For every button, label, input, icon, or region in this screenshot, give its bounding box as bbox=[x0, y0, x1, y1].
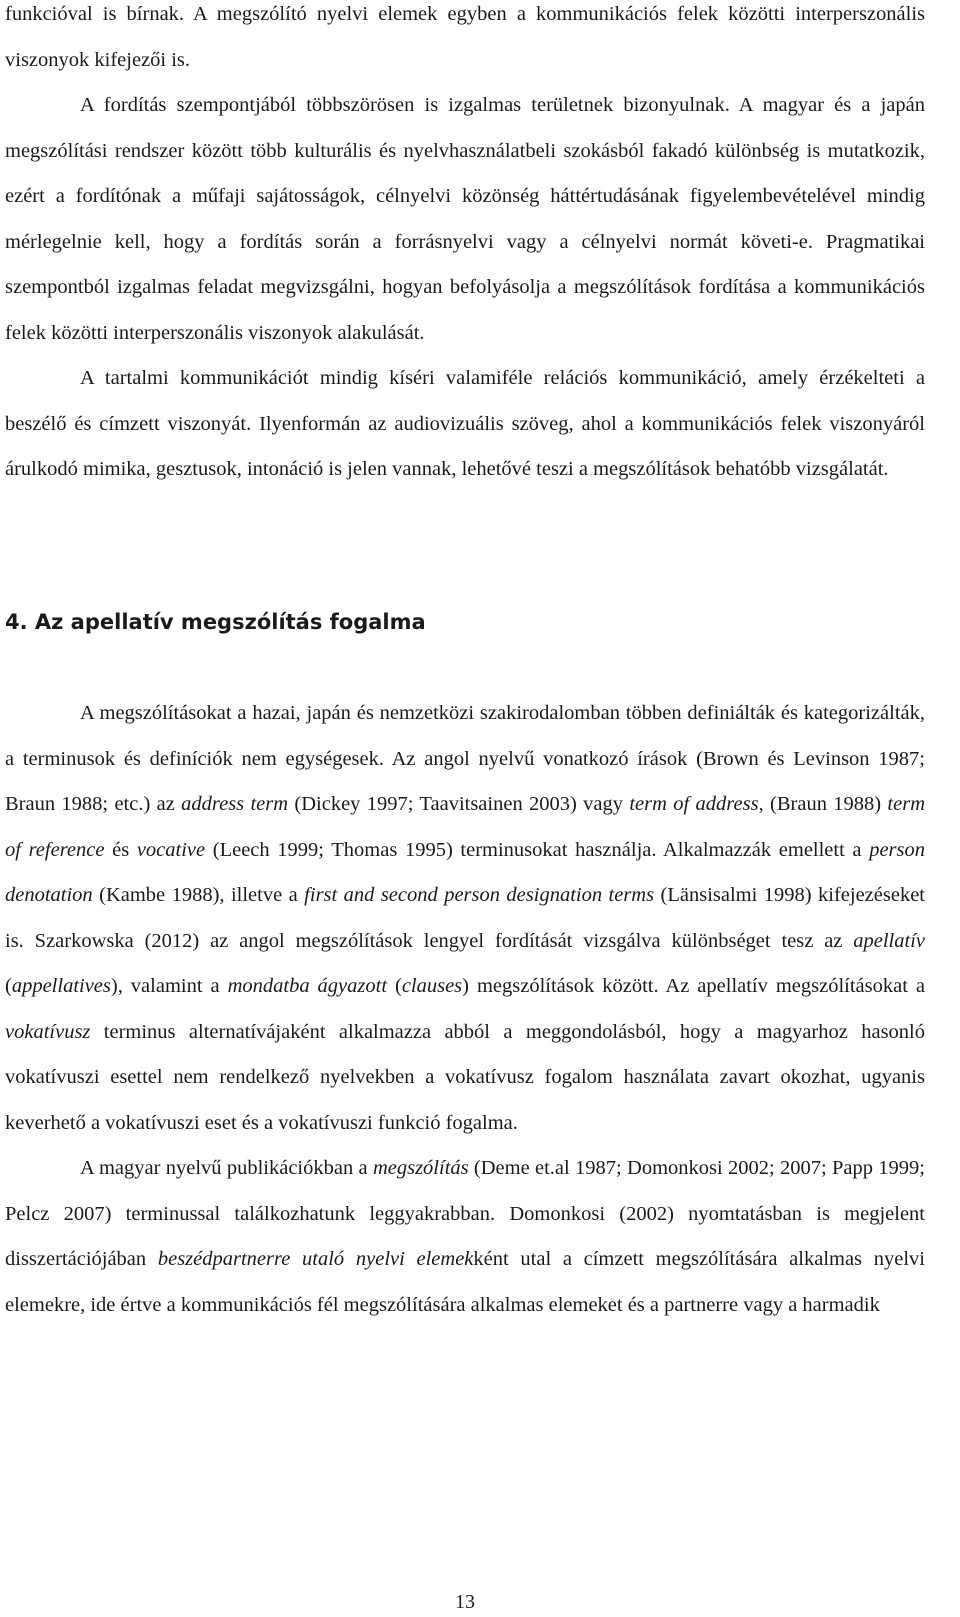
text-run: , (Braun 1988) bbox=[758, 793, 888, 815]
italic-term: clauses bbox=[401, 975, 463, 997]
text-run: ) megszólítások között. Az apellatív megszólításokat a bbox=[462, 975, 925, 997]
text-run: ( bbox=[387, 975, 402, 997]
italic-term: mondatba ágyazott bbox=[227, 975, 388, 997]
text-run: (Deme et.al 1987; Domonkosi 2002; 2007; Papp 1999; Pelcz 2007) terminussal találkozhatunk leggyakrabban. Domonkosi (2002) nyomtatásban is megjelent disszertációjában bbox=[5, 1157, 925, 1270]
paragraph-p3 bbox=[5, 356, 925, 493]
text-run: A fordítás szempontjából többszörösen is izgalmas területnek bizonyulnak. A magyar és a japán megszólítási rendszer között több kulturális és nyelvhasználatbeli szokásból fakadó különbség is mutatkozik, ezért a fordítónak a műfaji sajátosságok, célnyelvi közönség háttértudásának figyelembevételével mindig mérlegelnie kell, hogy a fordítás során a forrásnyelvi vagy a célnyelvi normát követi-e. Pragmatikai szempontból izgalmas feladat megvizsgálni, hogyan befolyásolja a megszólítások fordítása a kommunikációs felek közötti interperszonális viszonyok alakulását. bbox=[5, 94, 925, 344]
page-number: 13 bbox=[455, 1591, 475, 1613]
text-run: terminus alternatívájaként alkalmazza abból a meggondolásból, hogy a magyarhoz hasonló vokatívuszi esettel nem rendelkező nyelvekben a vokatívusz fogalom használata zavart okozhat, ugyanis keverhető a vokatívuszi eset és a vokatívuszi funkció fogalma. bbox=[5, 1020, 925, 1134]
paragraph-p1 bbox=[5, 0, 925, 83]
paragraph-p5 bbox=[5, 1146, 925, 1328]
italic-term: apellatív bbox=[853, 929, 925, 952]
text-run: ( bbox=[5, 975, 12, 997]
text-run: (Leech 1999; Thomas 1995) terminusokat használja. Alkalmazzák emellett a bbox=[205, 838, 870, 861]
text-run: ként utal a címzett megszólítására alkalmas nyelvi elemekre, ide értve a kommunikációs fél megszólítására alkalmas elemeket és a partnerre vagy a harmadik bbox=[5, 1248, 925, 1316]
italic-term: appellatives bbox=[11, 975, 111, 997]
italic-term: vokatívusz bbox=[5, 1020, 91, 1043]
italic-term: term of reference bbox=[5, 793, 925, 861]
paragraph-p4 bbox=[5, 691, 925, 1146]
italic-term: beszédpartnerre utaló nyelvi elemek bbox=[157, 1248, 474, 1270]
text-run: A magyar nyelvű publikációkban a bbox=[80, 1157, 373, 1179]
text-block-bottom bbox=[5, 691, 925, 1328]
text-run: ), valamint a bbox=[110, 975, 228, 997]
text-run: (Länsisalmi 1998) kifejezéseket is. Szarkowska (2012) az angol megszólítások lengyel fordítását vizsgálva különbséget tesz az bbox=[5, 884, 925, 952]
paragraph-p2 bbox=[5, 83, 925, 356]
text-run: funkcióval is bírnak. A megszólító nyelvi elemek egyben a kommunikációs felek közötti interperszonális viszonyok kifejezői is. bbox=[5, 3, 925, 71]
text-run: A tartalmi kommunikációt mindig kíséri valamiféle relációs kommunikáció, amely érzékelteti a beszélő és címzett viszonyát. Ilyenformán az audiovizuális szöveg, ahol a kommunikációs felek viszonyáról árulkodó mimika, gesztusok, intonáció is jelen vannak, lehetővé teszi a megszólítások behatóbb vizsgálatát. bbox=[5, 367, 925, 480]
text-block-top bbox=[5, 0, 925, 493]
italic-term: person denotation bbox=[5, 838, 925, 906]
italic-term: first and second person designation terms bbox=[304, 884, 655, 906]
italic-term: term of address bbox=[629, 793, 759, 815]
text-run: (Dickey 1997; Taavitsainen 2003) vagy bbox=[288, 793, 630, 815]
italic-term: megszólítás bbox=[372, 1157, 469, 1179]
text-run: (Kambe 1988), illetve a bbox=[92, 884, 305, 906]
text-run: és bbox=[104, 838, 137, 861]
text-run: A megszólításokat a hazai, japán és nemzetközi szakirodalomban többen definiálták és kategorizálták, a terminusok és definíciók nem egységesek. Az angol nyelvű vonatkozó írások (Brown és Levinson 1987; Braun 1988; etc.) az bbox=[5, 702, 925, 815]
italic-term: vocative bbox=[136, 838, 206, 861]
section-heading: 4. Az apellatív megszólítás fogalma bbox=[5, 610, 426, 634]
italic-term: address term bbox=[181, 793, 289, 815]
